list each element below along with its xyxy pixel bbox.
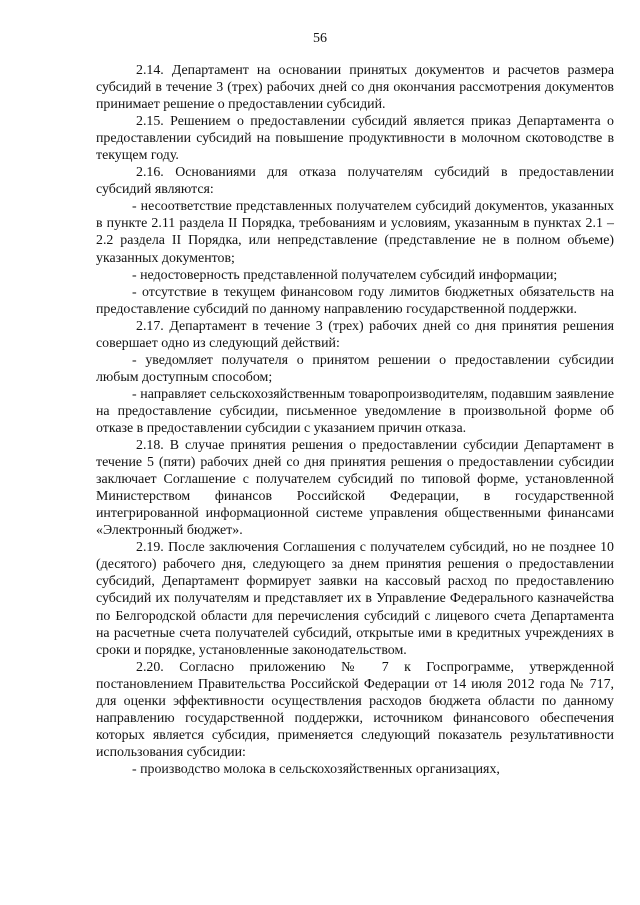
list-item: - недостоверность представленной получателем субсидий информации; [132,267,558,283]
list-item: - отсутствие в текущем финансовом году лимитов бюджетных обязательств на предоставление субсидий по данному направлению государственной поддержки. [96,284,614,317]
list-item: - производство молока в сельскохозяйственных организациях, [132,761,500,777]
paragraph-2-18: 2.18. В случае принятия решения о предоставлении субсидии Департамент в течение 5 (пяти) рабочих дней со дня принятия решения о предоставлении субсидии заключает Соглашение с получателем субсидий по типовой форме, установленной Министерством финансов Российской Федерации, в государственной интегрированной информационной системе управления общественными финансами «Электронный бюджет». [96,438,614,539]
paragraph-2-16: 2.16. Основаниями для отказа получателям субсидий в предоставлении субсидий являются: [96,165,614,198]
paragraph-2-20: 2.20. Согласно приложению № 7 к Госпрограмме, утвержденной постановлением Правительства Российской Федерации от 14 июля 2012 года № 717, для оценки эффективности осуществления расходов бюджета области по данному направлению государственной поддержки, источником финансового обеспечения которых является субсидия, применяется следующий показатель результативности использования субсидии: [96,659,614,760]
paragraph-2-14: 2.14. Департамент на основании принятых документов и расчетов размера субсидий в течение 3 (трех) рабочих дней со дня окончания рассмотрения документов принимает решение о предоставлении субсидий. [96,63,614,113]
paragraph-2-17: 2.17. Департамент в течение 3 (трех) рабочих дней со дня принятия решения совершает одно из следующий действий: [96,318,614,351]
list-item: - несоответствие представленных получателем субсидий документов, указанных в пункте 2.11 раздела II Порядка, требованиям и условиям, указанным в пунктах 2.1 – 2.2 раздела II Порядка, или непредставление (представление не в полном объеме) указанных документов; [96,199,614,266]
paragraph-2-19: 2.19. После заключения Соглашения с получателем субсидий, но не позднее 10 (десятого) рабочего дня, следующего за днем принятия решения о предоставлении субсидий, Департамент формирует заявки на кассовый расход по предоставлению субсидий их получателям и представляет их в Управление Федерального казначейства по Белгородской области для перечисления субсидий с лицевого счета Департамента на расчетные счета получателей субсидий, открытые ими в кредитных учреждениях в сроки и порядке, установленные законодательством. [96,540,614,658]
page-number: 56 [313,31,327,46]
list-item: - уведомляет получателя о принятом решении о предоставлении субсидии любым доступным способом; [96,352,614,385]
document-body [96,62,614,778]
list-item: - направляет сельскохозяйственным товаропроизводителям, подавшим заявление на предоставление субсидии, письменное уведомление в произвольной форме об отказе в предоставлении субсидии с указанием причин отказа. [96,386,614,436]
paragraph-2-15: 2.15. Решением о предоставлении субсидий является приказ Департамента о предоставлении субсидий на повышение продуктивности в молочном скотоводстве в текущем году. [96,114,614,164]
